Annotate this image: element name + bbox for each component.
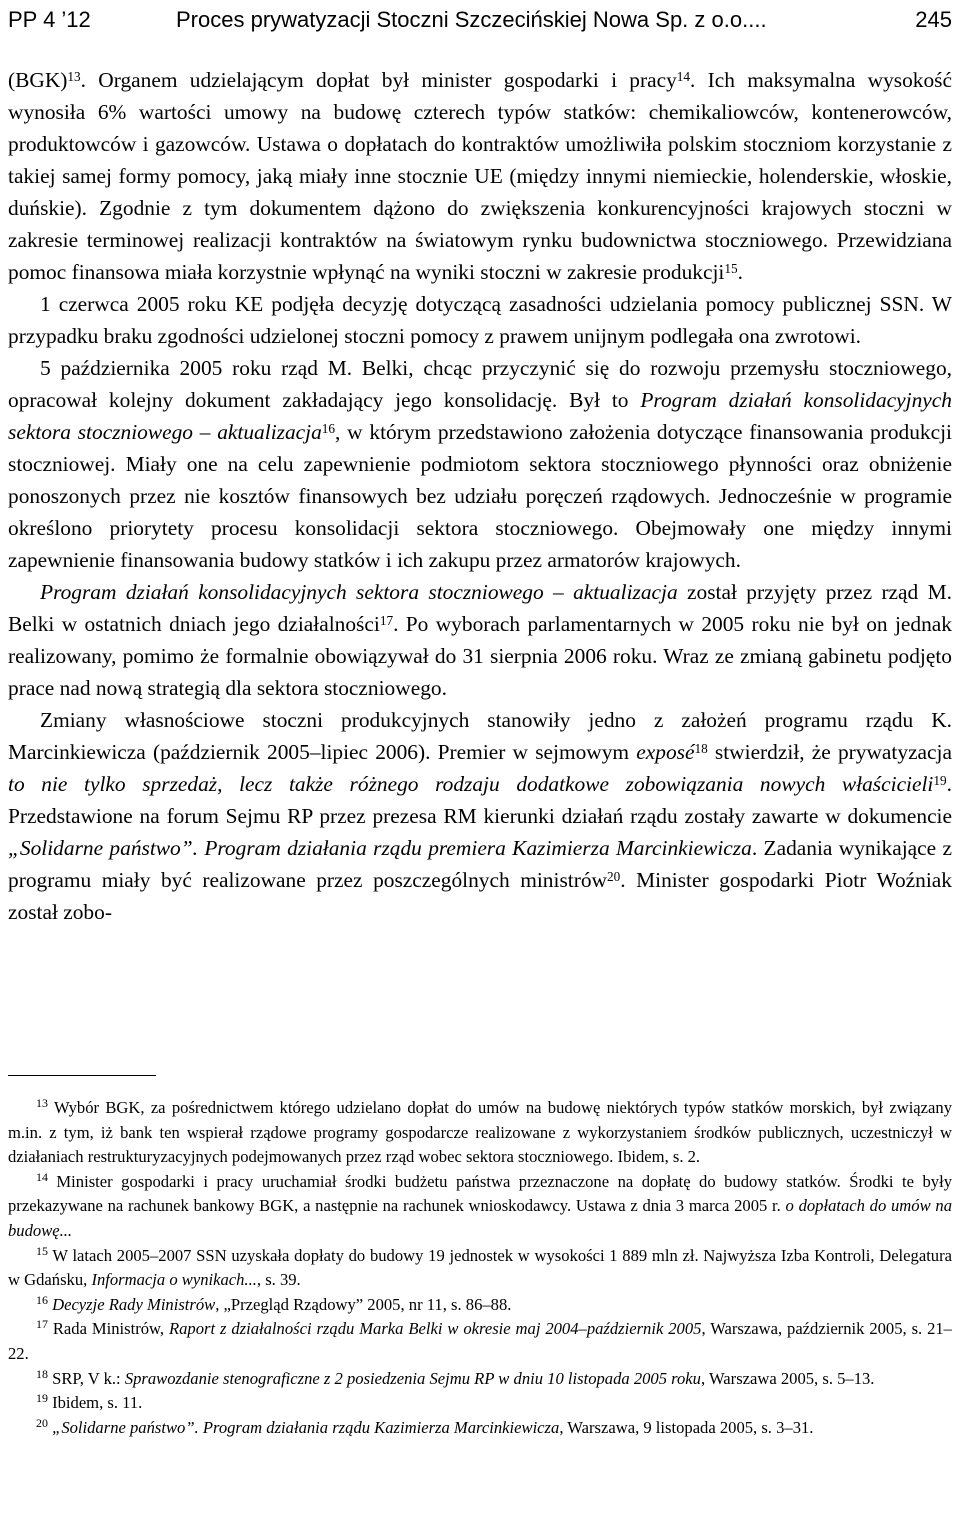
footnote-italic: Decyzje Rady Ministrów (52, 1294, 216, 1314)
text-run: . Ich maksymalna wysokość wynosiła 6% wartości umowy na budowę czterech typów statków: chemikaliowców, kontenerowców, produktowców i gazowców. Ustawa o dopłatach do kontraktów umożliwiła polskim stoczniom korzystanie z takiej samej formy pomocy, jaką miały inne stocznie UE (między innymi niemieckie, holenderskie, włoskie, duńskie). Zgodnie z tym dokumentem dążono do zwiększenia konkurencyjności krajowych stoczni w zakresie terminowej realizacji kontraktów na światowym rynku budownictwa stoczniowego. Przewidziana pomoc finansowa miała korzystnie wpłynąć na wyniki stoczni w zakresie produkcji (8, 68, 952, 284)
text-run: . Organem udzielającym dopłat był minister gospodarki i pracy (80, 68, 677, 92)
paragraph-4 (8, 576, 952, 704)
footnote-ref[interactable]: 20 (606, 869, 621, 885)
footnote-text: Ibidem, s. 11. (47, 1393, 143, 1413)
text-run: . Zadania wynikające z programu miały być realizowane przez poszczególnych ministrów (8, 836, 952, 892)
text-run: stwierdził, że prywatyzacja (707, 740, 952, 764)
footnote-text: , Warszawa, październik 2005, s. 21–22. (8, 1319, 952, 1363)
running-header (8, 2, 952, 38)
footnote-ref[interactable]: 19 (933, 773, 947, 789)
footnote-15 (8, 1244, 952, 1293)
footnote-number: 19 (36, 1391, 48, 1406)
footnote-13 (8, 1096, 952, 1170)
footnote-ref[interactable]: 17 (379, 613, 394, 629)
paragraph-3 (8, 352, 952, 576)
footnote-text: , „Przegląd Rządowy” 2005, nr 11, s. 86–88. (215, 1294, 512, 1314)
footnote-number: 17 (36, 1317, 48, 1332)
paragraph-1 (8, 64, 952, 288)
text-run: . Po wyborach parlamentarnych w 2005 roku nie był on jednak realizowany, pomimo że formalnie obowiązywał do 31 sierpnia 2006 roku. Wraz ze zmianą gabinetu podjęto prace nad nową strategią dla sektora stoczniowego. (8, 612, 952, 700)
text-run: 5 października 2005 roku rząd M. Belki, chcąc przyczynić się do rozwoju przemysłu stoczniowego, opracował kolejny dokument zakładający jego konsolidację. Był to (8, 356, 952, 412)
footnote-number: 20 (36, 1415, 48, 1430)
footnote-ref[interactable]: 14 (676, 69, 691, 85)
footnote-number: 15 (36, 1243, 48, 1258)
running-title: Proces prywatyzacji Stoczni Szczecińskiej Nowa Sp. z o.o.... (176, 7, 767, 32)
footnote-18 (8, 1367, 952, 1392)
footnotes (8, 1096, 952, 1440)
text-run: Zmiany własnościowe stoczni produkcyjnych stanowiły jedno z założeń programu rządu K. Marcinkiewicza (październik 2005–lipiec 2006). Premier w sejmowym (8, 708, 952, 764)
footnote-number: 16 (36, 1292, 48, 1307)
italic-term: exposé (636, 740, 695, 764)
footnote-ref[interactable]: 16 (321, 421, 336, 437)
paragraph-5 (8, 704, 952, 928)
text-run: . Minister gospodarki Piotr Woźniak został zobo- (8, 868, 952, 924)
footnote-17 (8, 1317, 952, 1366)
footnote-text: , Warszawa 2005, s. 5–13. (700, 1368, 875, 1388)
page-number: 245 (915, 7, 952, 32)
italic-quote: to nie tylko sprzedaż, lecz także różnego rodzaju dodatkowe zobowiązania nowych właścicieli (8, 772, 934, 796)
footnote-number: 14 (36, 1169, 48, 1184)
italic-title: Program działań konsolidacyjnych sektora stoczniowego – aktualizacja (40, 580, 678, 604)
italic-title: Program działań konsolidacyjnych sektora stoczniowego – aktualizacja (8, 388, 952, 444)
footnote-text: Rada Ministrów, (47, 1319, 169, 1339)
footnote-text: Minister gospodarki i pracy uruchamiał środki budżetu państwa przeznaczone na dopłatę do budowy statków. Środki te były przekazywane na rachunek bankowy BGK, a następnie na rachunek wnioskodawcy. Ustawa z dnia 3 marca 2005 r. (8, 1171, 952, 1216)
footnote-text: , Warszawa, 9 listopada 2005, s. 3–31. (559, 1417, 814, 1437)
text-run: został przyjęty przez rząd M. Belki w ostatnich dniach jego działalności (8, 580, 952, 636)
footnote-italic: Sprawozdanie stenograficzne z 2 posiedzenia Sejmu RP w dniu 10 listopada 2005 roku (124, 1368, 701, 1388)
footnote-20 (8, 1416, 952, 1441)
footnote-text: , s. 39. (256, 1270, 301, 1290)
footnote-text: SRP, V k.: (47, 1368, 125, 1388)
footnote-text: W latach 2005–2007 SSN uzyskała dopłaty do budowy 19 jednostek w wysokości 1 889 mln zł. Najwyższa Izba Kontroli, Delegatura w Gdańsku, (8, 1245, 952, 1290)
journal-issue: PP 4 ’12 (8, 7, 91, 32)
text-run: , w którym przedstawiono założenia dotyczące finansowania produkcji stoczniowej. Miały one na celu zapewnienie podmiotom sektora stoczniowego płynności oraz obniżenie ponoszonych przez nie kosztów finansowych bez udziału poręczeń rządowych. Jednocześnie w programie określono priorytety procesu konsolidacji sektora stoczniowego. Obejmowały one między innymi zapewnienie finansowania budowy statków i ich zakupu przez armatorów krajowych. (8, 420, 952, 572)
footnote-italic: Raport z działalności rządu Marka Belki w okresie maj 2004–październik 2005 (168, 1319, 702, 1339)
footnote-number: 13 (36, 1096, 48, 1111)
footnote-divider (8, 1075, 156, 1076)
text-run: . Przedstawione na forum Sejmu RP przez prezesa RM kierunki działań rządu zostały zawarte w dokumencie (8, 772, 952, 828)
footnote-14 (8, 1170, 952, 1244)
footnote-italic: „Solidarne państwo”. Program działania rządu Kazimierza Marcinkiewicza (52, 1417, 560, 1437)
text-run: (BGK) (8, 68, 68, 92)
footnote-italic: o dopłatach do umów na budowę... (8, 1196, 952, 1240)
footnote-text: Wybór BGK, za pośrednictwem którego udzielano dopłat do umów na budowę niektórych typów statków morskich, był związany m.in. z tym, iż bank ten wspierał rządowe programy gospodarcze realizowane z wykorzystaniem środków publicznych, uczestniczył w działaniach restrukturyzacyjnych podejmowanych przez rząd wobec sektora stoczniowego. Ibidem, s. 2. (8, 1098, 952, 1167)
footnote-19 (8, 1391, 952, 1416)
text-run: . (737, 260, 743, 284)
footnote-ref[interactable]: 15 (724, 261, 738, 277)
text-run: 1 czerwca 2005 roku KE podjęła decyzję dotyczącą zasadności udzielania pomocy publicznej SSN. W przypadku braku zgodności udzielonej stoczni pomocy z prawem unijnym podlegała ona zwrotowi. (8, 292, 952, 348)
footnote-italic: Informacja o wynikach... (91, 1270, 257, 1290)
footnote-ref[interactable]: 18 (694, 741, 708, 757)
footnote-number: 18 (36, 1366, 48, 1381)
footnote-ref[interactable]: 13 (67, 69, 81, 85)
paragraph-2 (8, 288, 952, 352)
italic-title: „Solidarne państwo”. Program działania rządu premiera Kazimierza Marcinkiewicza (8, 836, 752, 860)
footnote-16 (8, 1293, 952, 1318)
main-text (8, 64, 952, 928)
